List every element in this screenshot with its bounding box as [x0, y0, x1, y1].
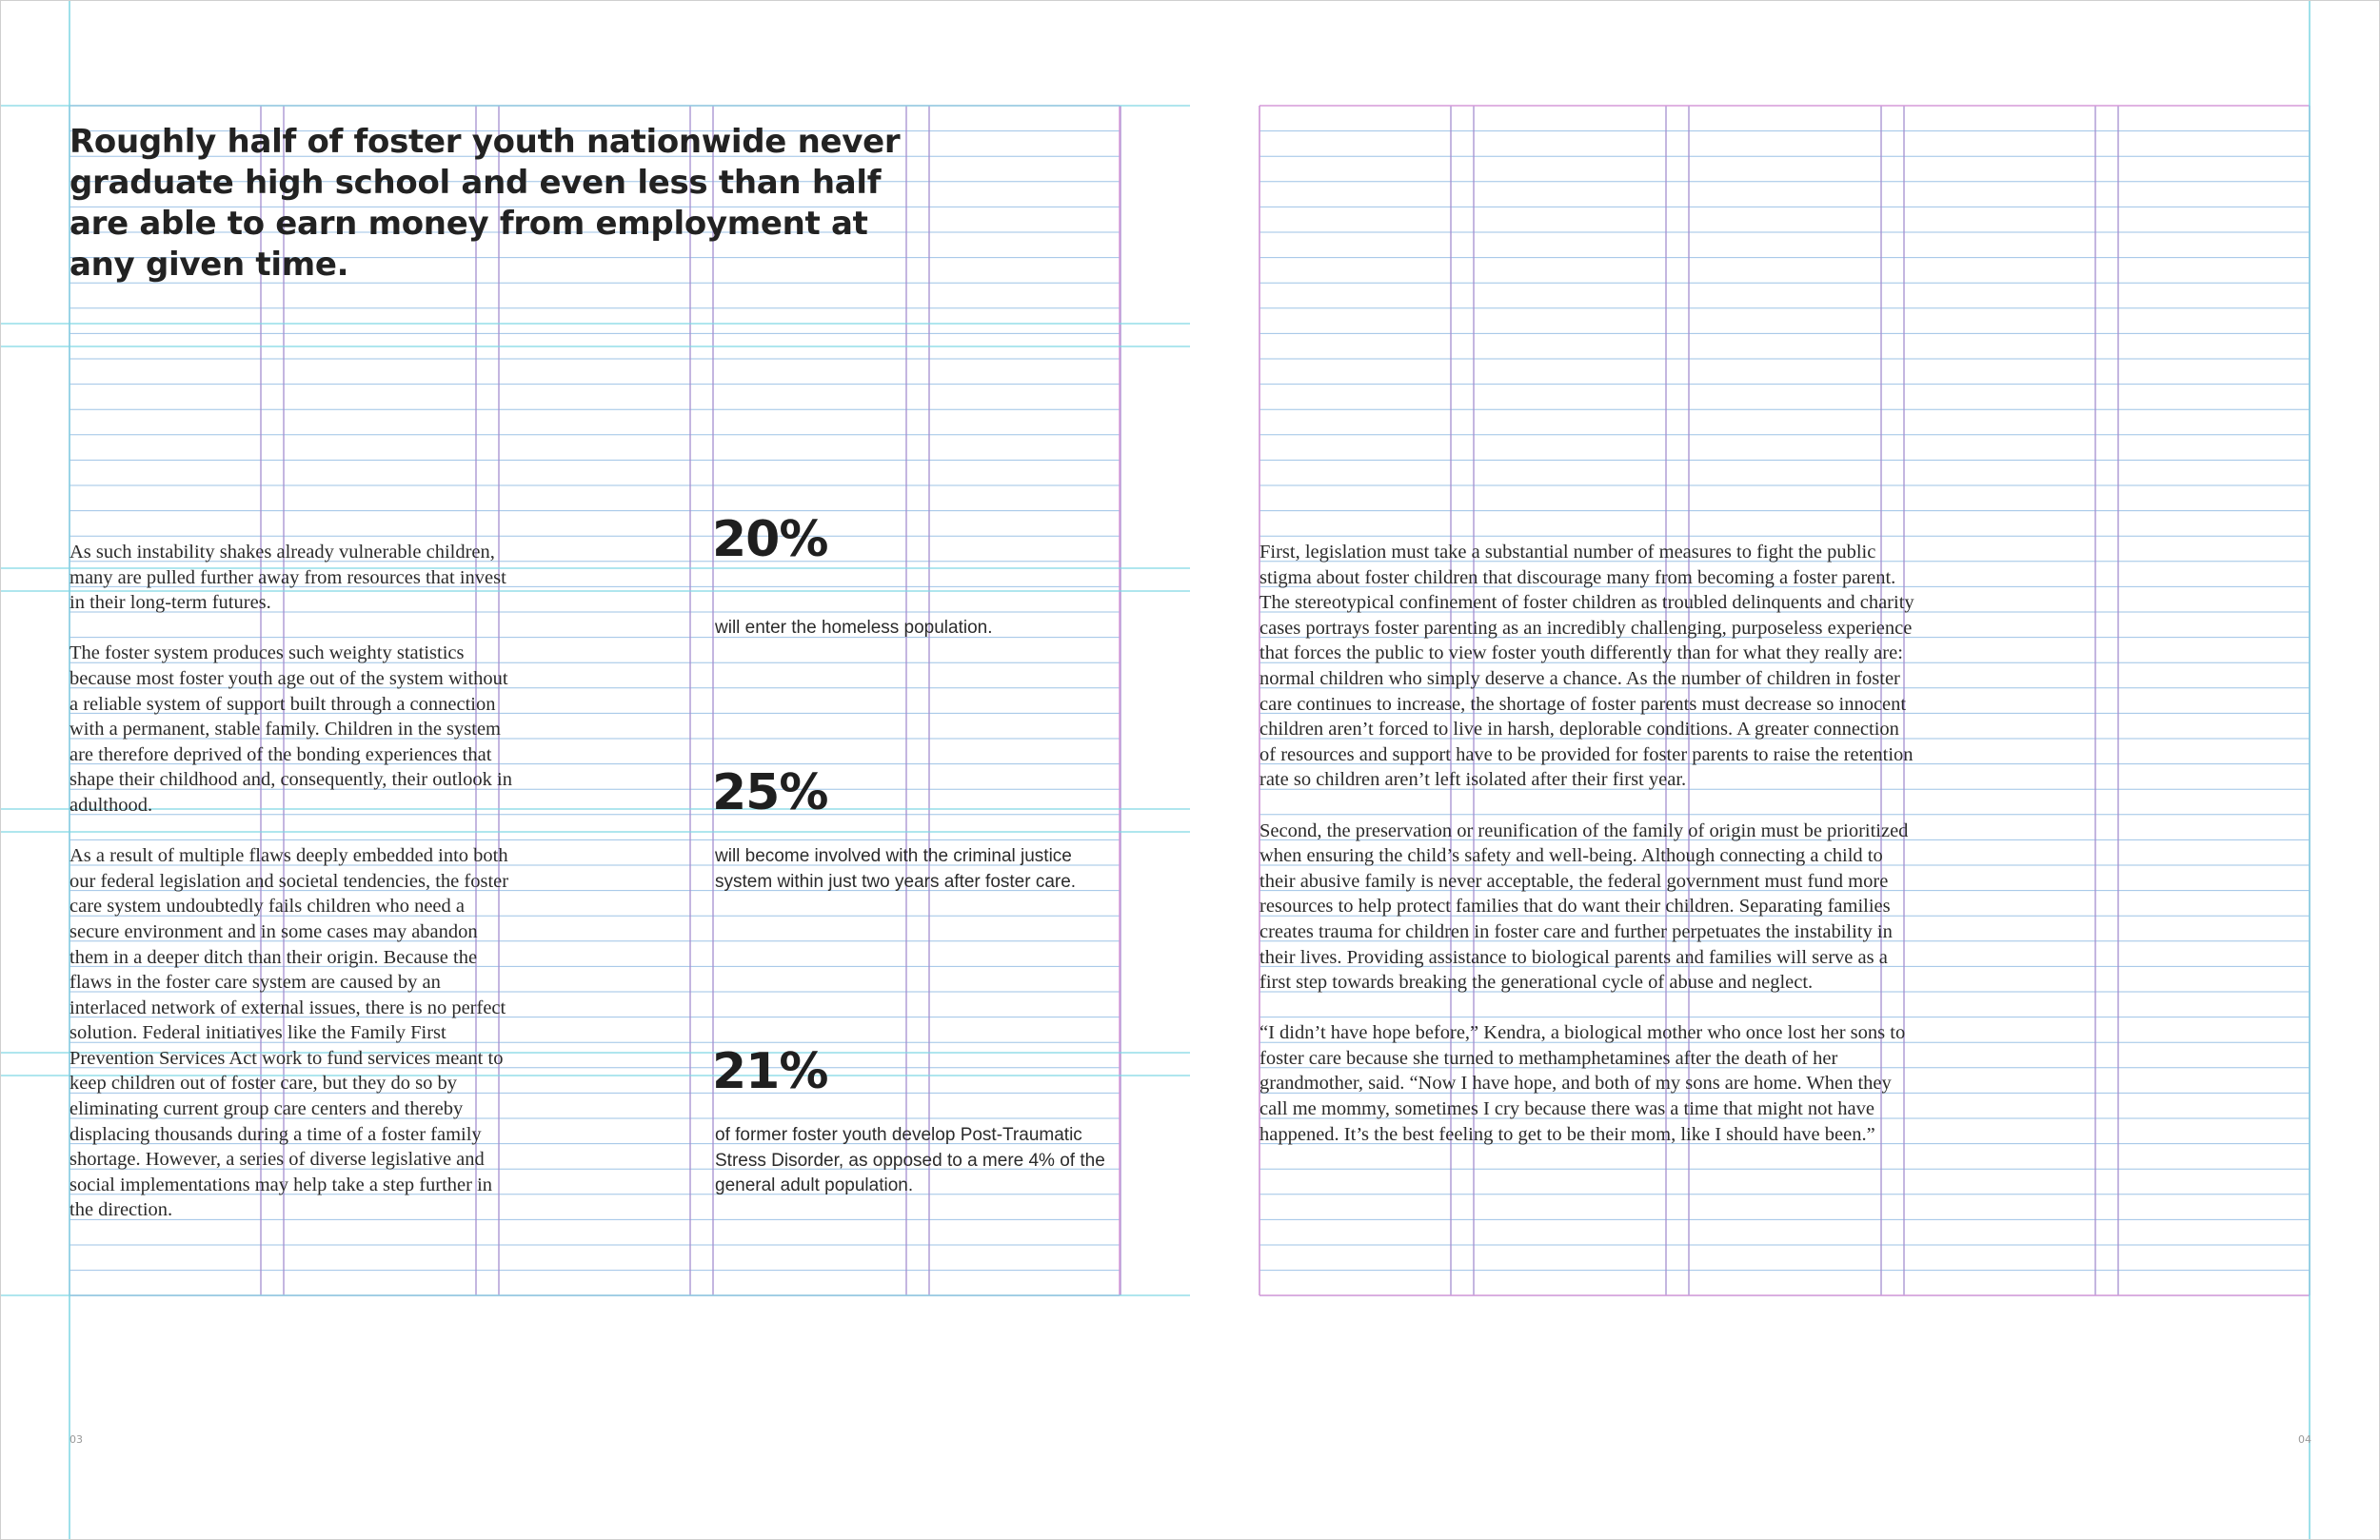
left-body-column	[69, 540, 517, 1249]
page-number-right: 04	[2298, 1433, 2311, 1446]
stat-description-ptsd: of former foster youth develop Post-Traumatic Stress Disorder, as opposed to a mere 4% of the general adult population.	[715, 1125, 1105, 1196]
headline: Roughly half of foster youth nationwide never graduate high school and even less than half are able to earn money from employment at any given time.	[69, 123, 901, 284]
stat-description-homeless: will enter the homeless population.	[715, 618, 993, 638]
page-number-left: 03	[69, 1433, 83, 1446]
right-paragraph-3: “I didn’t have hope before,” Kendra, a biological mother who once lost her sons to foster care because she turned to methamphetamines after the death of her grandmother, said. “Now I have hope, and both of my sons are home. When they call me mommy, sometimes I cry because there was a time that might not have happened. It’s the best feeling to get to be their mom, like I should have been.”	[1259, 1022, 1906, 1145]
stat-number-criminal-justice: 25%	[712, 764, 828, 821]
left-paragraph-2: The foster system produces such weighty statistics because most foster youth age out of the system without a reliable system of support built through a connection with a permanent, stable family. Children in the system are therefore deprived of the bonding experiences that shape their childhood and, consequently, their outlook in adulthood.	[69, 642, 512, 816]
right-body-column	[1259, 540, 1916, 1173]
right-paragraph-2: Second, the preservation or reunification of the family of origin must be prioritized when ensuring the child’s safety and well-being. Although connecting a child to their abusive family is never acceptable, the federal government must fund more resources to help protect families that do want their children. Separating families creates trauma for children in foster care and further perpetuates the instability in their lives. Providing assistance to biological parents and families will serve as a first step towards breaking the generational cycle of abuse and neglect.	[1259, 819, 1909, 994]
stat-number-homeless: 20%	[712, 511, 828, 568]
stat-number-ptsd: 21%	[712, 1043, 828, 1100]
left-paragraph-3: As a result of multiple flaws deeply embedded into both our federal legislation and societal tendencies, the foster care system undoubtedly fails children who need a secure environment and in some cases may abandon them in a deeper ditch than their origin. Because the flaws in the foster care system are caused by an interlaced network of external issues, there is no perfect solution. Federal initiatives like the Family First Prevention Services Act work to fund services meant to keep children out of foster care, but they do so by eliminating current group care centers and thereby displacing thousands during a time of a foster family shortage. However, a series of diverse legislative and social implementations may help take a step further in the direction.	[69, 845, 509, 1221]
stat-description-criminal-justice: will become involved with the criminal justice system within just two years after foster care.	[715, 846, 1077, 892]
right-paragraph-1: First, legislation must take a substantial number of measures to fight the public stigma about foster children that discourage many from becoming a foster parent. The stereotypical confinement of foster children as troubled delinquents and charity cases portrays foster parenting as an incredibly challenging, purposeless experience that forces the public to view foster youth differently than for what they really are: normal children who simply deserve a chance. As the number of children in foster care continues to increase, the shortage of foster parents must decrease so innocent children aren’t forced to live in harsh, deplorable conditions. A greater connection of resources and support have to be provided for foster parents to raise the retention rate so children aren’t left isolated after their first year.	[1259, 542, 1914, 791]
left-paragraph-1: As such instability shakes already vulnerable children, many are pulled further away from resources that invest in their long-term futures.	[69, 542, 506, 614]
